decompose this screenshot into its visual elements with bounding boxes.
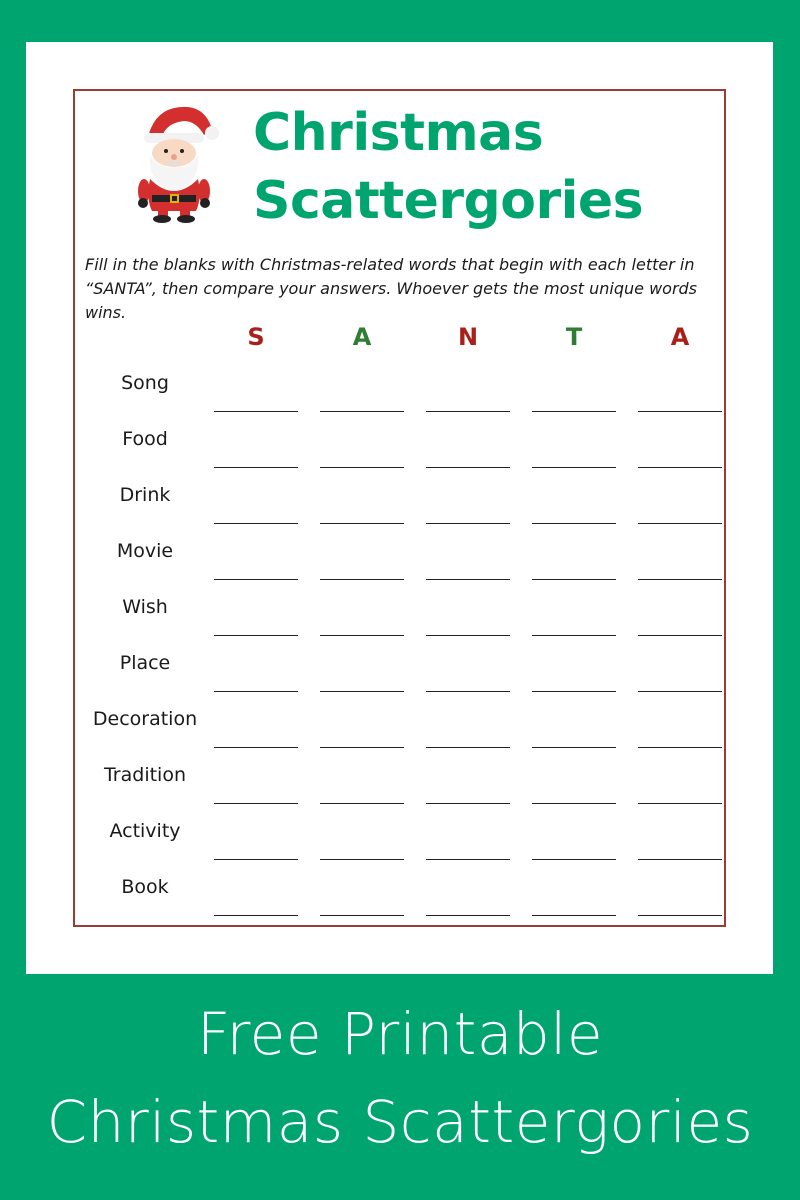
answer-blank[interactable] [426, 411, 510, 412]
category-row [75, 366, 724, 422]
answer-blank[interactable] [214, 803, 298, 804]
answer-blank[interactable] [638, 859, 722, 860]
answer-blank[interactable] [532, 523, 616, 524]
answer-blank[interactable] [638, 691, 722, 692]
footer-line-2: Christmas Scattergories [46, 1088, 754, 1156]
category-row [75, 422, 724, 478]
letter-3: T [565, 323, 583, 351]
page-title [253, 99, 713, 235]
answer-blank[interactable] [638, 803, 722, 804]
instructions-text: Fill in the blanks with Christmas-related words that begin with each letter in “SANTA”, then compare your answers. Whoever gets the most unique words wins. [85, 255, 698, 322]
category-label: Place [119, 652, 171, 674]
answer-blank[interactable] [320, 691, 404, 692]
answer-blank[interactable] [532, 691, 616, 692]
answer-blank[interactable] [214, 467, 298, 468]
answer-blank[interactable] [532, 635, 616, 636]
answer-blank[interactable] [320, 635, 404, 636]
answer-blank[interactable] [320, 803, 404, 804]
category-label: Tradition [103, 764, 186, 786]
title-line-2: Scattergories [253, 171, 644, 231]
category-row [75, 534, 724, 590]
title-line-1: Christmas [253, 103, 544, 163]
santa-letters-header [75, 321, 724, 353]
answer-blank[interactable] [214, 635, 298, 636]
answer-blank[interactable] [426, 635, 510, 636]
answer-blank[interactable] [426, 579, 510, 580]
answer-blank[interactable] [532, 747, 616, 748]
answer-blank[interactable] [320, 915, 404, 916]
footer-line-1: Free Printable [196, 1000, 604, 1068]
answer-blank[interactable] [320, 579, 404, 580]
answer-blank[interactable] [320, 859, 404, 860]
answer-blank[interactable] [426, 523, 510, 524]
answer-blank[interactable] [426, 915, 510, 916]
category-label: Book [121, 876, 169, 898]
category-label: Song [121, 372, 169, 394]
category-row [75, 758, 724, 814]
category-row [75, 478, 724, 534]
answer-blank[interactable] [426, 467, 510, 468]
answer-blank[interactable] [532, 411, 616, 412]
category-label: Drink [119, 484, 171, 506]
footer-banner [0, 990, 800, 1166]
category-row [75, 814, 724, 870]
letter-0: S [247, 323, 265, 351]
answer-blank[interactable] [320, 411, 404, 412]
answer-blank[interactable] [532, 915, 616, 916]
category-label: Decoration [92, 708, 198, 730]
answer-blank[interactable] [638, 523, 722, 524]
answer-blank[interactable] [426, 747, 510, 748]
answer-blank[interactable] [532, 467, 616, 468]
answer-blank[interactable] [638, 747, 722, 748]
answer-blank[interactable] [320, 523, 404, 524]
category-row [75, 870, 724, 926]
answer-blank[interactable] [214, 915, 298, 916]
answer-blank[interactable] [214, 411, 298, 412]
category-row [75, 590, 724, 646]
answer-blank[interactable] [214, 859, 298, 860]
category-row [75, 646, 724, 702]
category-label: Activity [109, 820, 181, 842]
answer-blank[interactable] [532, 579, 616, 580]
category-row [75, 702, 724, 758]
answer-blank[interactable] [426, 803, 510, 804]
letter-4: A [670, 323, 690, 351]
printable-paper [26, 42, 773, 974]
category-label: Wish [122, 596, 168, 618]
answer-blank[interactable] [638, 635, 722, 636]
answer-blank[interactable] [214, 747, 298, 748]
letter-2: N [457, 323, 479, 351]
answer-blank[interactable] [426, 691, 510, 692]
answer-blank[interactable] [214, 691, 298, 692]
answer-blank[interactable] [426, 859, 510, 860]
answer-blank[interactable] [214, 523, 298, 524]
letter-1: A [352, 323, 372, 351]
answer-blank[interactable] [638, 467, 722, 468]
worksheet [73, 89, 726, 927]
answer-blank[interactable] [320, 747, 404, 748]
santa-claus-icon [126, 99, 226, 224]
answer-blank[interactable] [214, 579, 298, 580]
category-label: Movie [116, 540, 174, 562]
answer-blank[interactable] [638, 915, 722, 916]
answer-blank[interactable] [320, 467, 404, 468]
category-label: Food [122, 428, 168, 450]
answer-blank[interactable] [638, 411, 722, 412]
answer-blank[interactable] [638, 579, 722, 580]
answer-blank[interactable] [532, 803, 616, 804]
answer-blank[interactable] [532, 859, 616, 860]
